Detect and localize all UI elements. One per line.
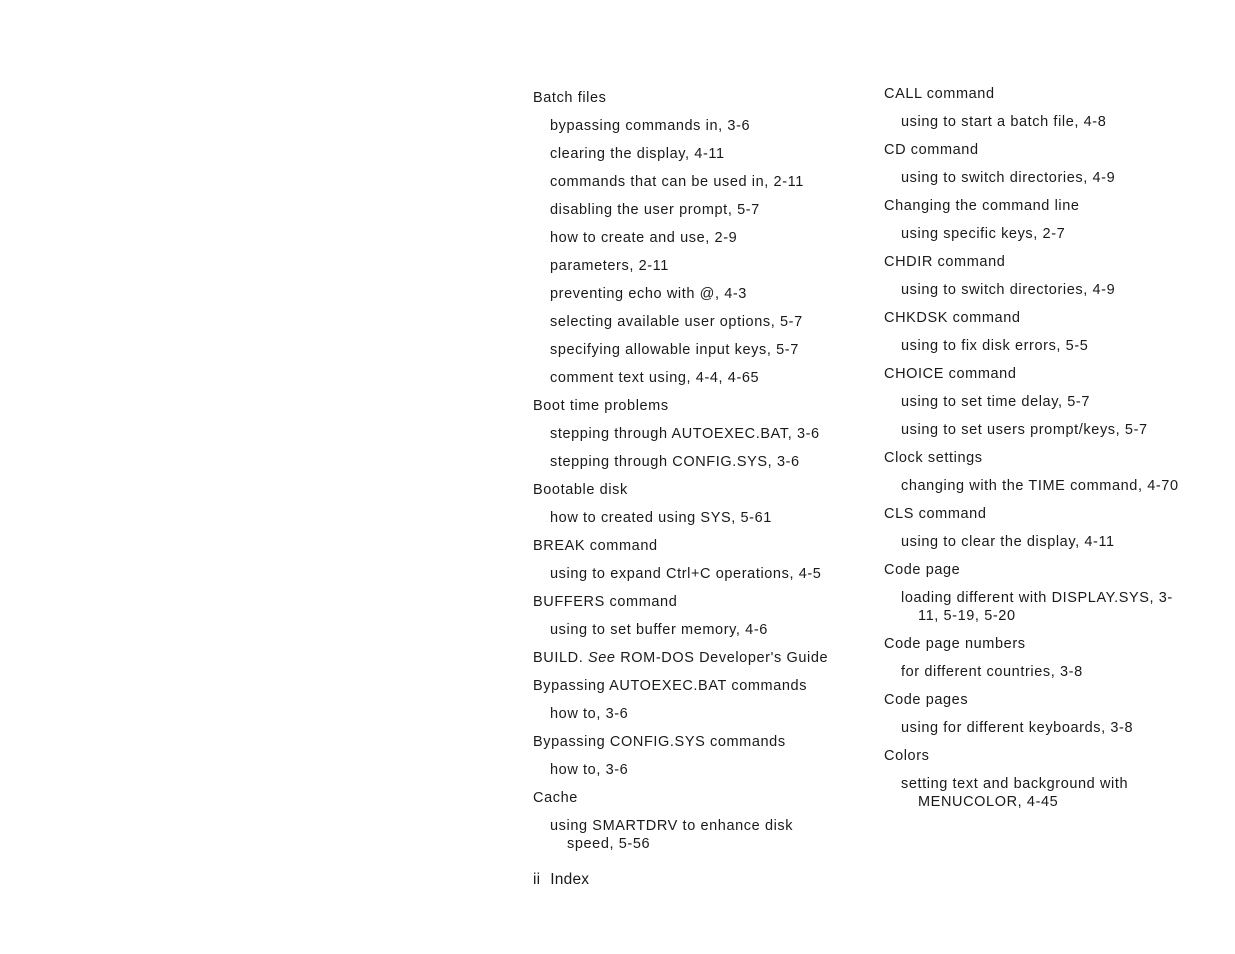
index-heading: Boot time problems	[533, 398, 669, 414]
footer-section-title: Index	[550, 871, 590, 888]
index-subentry: using specific keys, 2-7	[901, 226, 1066, 242]
index-heading: CD command	[884, 142, 979, 158]
index-heading: Colors	[884, 748, 930, 764]
index-subentry: stepping through CONFIG.SYS, 3-6	[550, 454, 800, 470]
index-subentry: specifying allowable input keys, 5-7	[550, 342, 799, 358]
index-heading: Batch files	[533, 90, 607, 106]
page-footer	[533, 871, 589, 889]
index-subentry: using to switch directories, 4-9	[901, 170, 1116, 186]
index-column-right	[884, 80, 1184, 816]
index-subentry: how to, 3-6	[550, 706, 629, 722]
index-subentry: how to, 3-6	[550, 762, 629, 778]
index-subentry: loading different with DISPLAY.SYS, 3-11, 5-19, 5-20	[901, 590, 1173, 624]
index-subentry: using for different keyboards, 3-8	[901, 720, 1134, 736]
index-subentry: how to create and use, 2-9	[550, 230, 738, 246]
index-subentry: using to set time delay, 5-7	[901, 394, 1091, 410]
index-subentry: using to set buffer memory, 4-6	[550, 622, 768, 638]
index-subentry: bypassing commands in, 3-6	[550, 118, 751, 134]
index-heading: CHOICE command	[884, 366, 1017, 382]
index-subentry: setting text and background with MENUCOLOR, 4-45	[901, 776, 1129, 810]
index-subentry: how to created using SYS, 5-61	[550, 510, 772, 526]
index-subentry: using to set users prompt/keys, 5-7	[901, 422, 1148, 438]
index-heading: Bypassing CONFIG.SYS commands	[533, 734, 786, 750]
index-heading: CHKDSK command	[884, 310, 1021, 326]
index-subentry: using to start a batch file, 4-8	[901, 114, 1107, 130]
index-heading: Code pages	[884, 692, 969, 708]
index-subentry: changing with the TIME command, 4-70	[901, 478, 1179, 494]
index-subentry: parameters, 2-11	[550, 258, 669, 274]
index-subentry: using SMARTDRV to enhance disk speed, 5-56	[550, 818, 794, 852]
index-subentry: stepping through AUTOEXEC.BAT, 3-6	[550, 426, 820, 442]
index-heading: BUFFERS command	[533, 594, 678, 610]
index-subentry: using to fix disk errors, 5-5	[901, 338, 1089, 354]
cross-reference-term: BUILD.	[533, 650, 588, 666]
index-subentry: clearing the display, 4-11	[550, 146, 725, 162]
index-subentry: using to switch directories, 4-9	[901, 282, 1116, 298]
index-heading-cross-reference	[533, 644, 853, 672]
index-heading: BREAK command	[533, 538, 658, 554]
index-heading: Cache	[533, 790, 578, 806]
index-heading: CLS command	[884, 506, 987, 522]
index-heading: CALL command	[884, 86, 995, 102]
index-heading: CHDIR command	[884, 254, 1006, 270]
index-heading: Changing the command line	[884, 198, 1080, 214]
index-subentry: comment text using, 4-4, 4-65	[550, 370, 760, 386]
see-label: See	[587, 650, 616, 666]
index-heading: Bootable disk	[533, 482, 628, 498]
index-column-left	[533, 84, 853, 858]
index-subentry: preventing echo with @, 4-3	[550, 286, 747, 302]
index-subentry: selecting available user options, 5-7	[550, 314, 803, 330]
index-heading: Code page numbers	[884, 636, 1026, 652]
index-subentry: using to expand Ctrl+C operations, 4-5	[550, 566, 822, 582]
index-subentry: commands that can be used in, 2-11	[550, 174, 804, 190]
index-heading: Code page	[884, 562, 961, 578]
index-subentry: using to clear the display, 4-11	[901, 534, 1115, 550]
index-subentry: for different countries, 3-8	[901, 664, 1083, 680]
index-heading: Bypassing AUTOEXEC.BAT commands	[533, 678, 808, 694]
page-number: ii	[533, 871, 541, 888]
index-heading: Clock settings	[884, 450, 983, 466]
index-subentry: disabling the user prompt, 5-7	[550, 202, 760, 218]
cross-reference-target: ROM-DOS Developer's Guide	[615, 650, 829, 666]
